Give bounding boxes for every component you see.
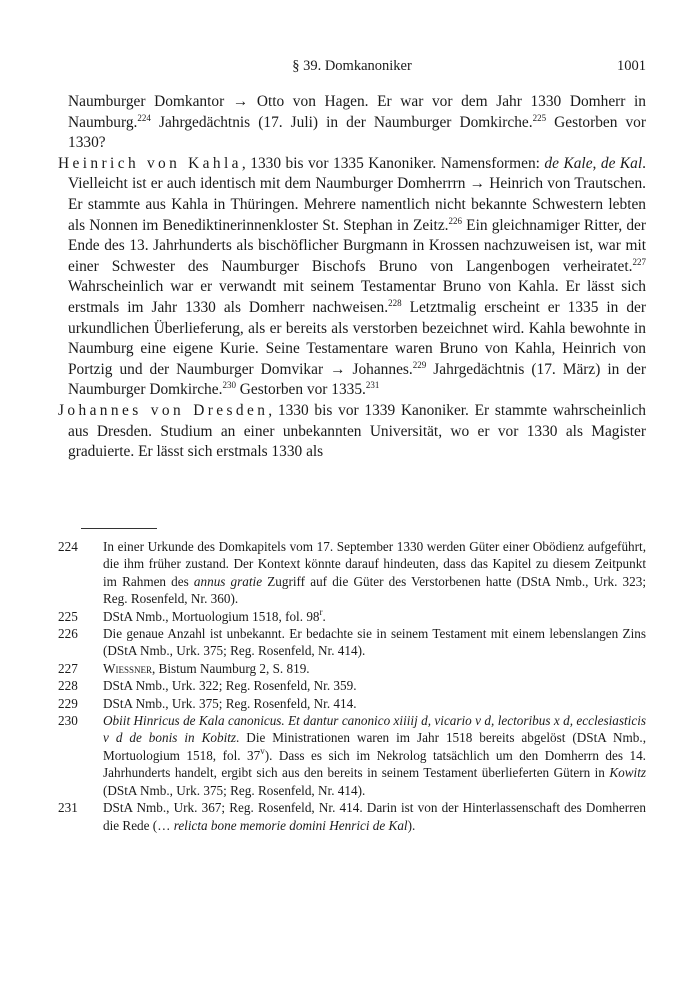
running-title: § 39. Domkanoniker xyxy=(292,58,412,74)
italic-run: Obiit Hinricus de Kala canonicus. Et dantur canonico xiiiij d, vicario v d, lectoribus x d, ecclesiasticis v d de bonis in Kobitz xyxy=(103,713,646,746)
entry-name: Johannes von Dresden xyxy=(58,401,269,419)
footnote-227 xyxy=(58,660,646,677)
text-run: ). Dass es sich im Nekrolog tatsächlich um den Domherrn des 14. Jahrhunderts handelt, ergibt sich aus den bereits in seinem Testament überlieferten Gütern in xyxy=(103,747,646,781)
text-run: , Bistum Naumburg 2, S. 819. xyxy=(151,660,310,676)
text-run: Wahrscheinlich war er verwandt mit seinem Testamentar Bruno von Kahla. Er lässt sich erstmals im Jahr 1330 als Domherr nachweisen. xyxy=(68,278,646,316)
text-run: DStA Nmb., Mortuologium 1518, fol. 98 xyxy=(103,608,320,624)
footnote-number: 229 xyxy=(58,695,78,711)
footnote-230 xyxy=(58,712,646,799)
text-run: (DStA Nmb., Urk. 375; Reg. Rosenfeld, Nr. 414). xyxy=(103,782,366,798)
footnote-ref-226[interactable]: 226 xyxy=(448,215,462,226)
footnote-226 xyxy=(58,625,646,660)
footnote-number: 230 xyxy=(58,713,78,729)
footnote-229 xyxy=(58,695,646,712)
entry-johannes-von-dresden xyxy=(58,401,646,463)
text-run: Zugriff auf die Güter des Verstorbenen hatte (DStA Nmb., Urk. 323; Reg. Rosenfeld, Nr. 360). xyxy=(103,573,647,607)
italic-run: relicta bone memorie domini Henrici de Kal xyxy=(173,817,408,833)
text-run: DStA Nmb., Urk. 367; Reg. Rosenfeld, Nr. 414. Darin ist von der Hinterlassenschaft des Domherren die Rede (… xyxy=(103,800,646,833)
footnote-ref-229[interactable]: 229 xyxy=(412,359,427,370)
text-run: Jahrgedächtnis (17. März) in der Naumburger Domkirche. xyxy=(68,360,646,399)
footnote-ref-230[interactable]: 230 xyxy=(222,380,236,391)
footnote-number: 226 xyxy=(58,626,78,642)
text-run: . Die Ministrationen waren im Jahr 1518 bereits abgelöst (DStA Nmb., Mortuologium 1518, fol. 37 xyxy=(103,730,646,763)
main-text xyxy=(58,92,646,463)
text-run: , 1330 bis vor 1339 Kanoniker. Er stammte wahrscheinlich aus Dresden. Studium an einer unbekannten Universität, wo er vor 1330 als Magister graduierte. Er lässt sich erstmals 1330 als xyxy=(68,401,646,461)
text-run: . xyxy=(322,608,326,624)
text-run: Gestorben vor 1330? xyxy=(68,113,647,152)
entry-heinrich-von-kahla xyxy=(58,154,646,401)
text-run: Jahrgedächtnis (17. Juli) in der Naumburger Domkirche. xyxy=(150,113,533,131)
superscript: r xyxy=(319,606,323,617)
italic-run: Kowitz xyxy=(609,765,646,781)
footnote-225 xyxy=(58,608,646,625)
italic-run: annus gratie xyxy=(193,573,263,589)
footnote-ref-228[interactable]: 228 xyxy=(388,297,402,308)
text-run: . Vielleicht ist er auch identisch mit dem Naumburger Domherrrn → Heinrich von Trautschen. Er stammte aus Kahla in Thüringen. Mehrere namentlich nicht bekannte Schwestern lebten als Nonnen im Benediktinerinnenkloster St. Stephan in Zeitz. xyxy=(68,154,646,234)
footnote-224 xyxy=(58,538,646,608)
text-run: In einer Urkunde des Domkapitels vom 17. September 1330 werden Güter einer Obödienz aufgeführt, die ihm früher zustand. Der Kontext könnte darauf hindeuten, dass das Kapitel zu diesem Zeitpunkt im Rahmen des xyxy=(103,539,646,589)
page-header xyxy=(58,58,646,80)
text-run: Ein gleichnamiger Ritter, der Ende des 13. Jahrhunderts als bischöflicher Burgmann in Krossen nachzuweisen ist, war mit einer Schwester des Naumburger Bischofs Bruno von Langenbogen verheiratet. xyxy=(68,216,646,275)
entry-name: Heinrich von Kahla xyxy=(58,154,242,172)
italic-run: de Kale, de Kal xyxy=(544,154,643,172)
text-run: Letztmalig erscheint er 1335 in der urkundlichen Überlieferung, als er bereits als verstorben bezeichnet wird. Kahla bewohnte in Naumburg eine eigene Kurie. Seine Testamentare waren Bruno von Kahla, Heinrich von Portzig und der Naumburger Domvikar → Johannes. xyxy=(68,298,646,378)
text-run: , 1330 bis vor 1335 Kanoniker. Namensformen: xyxy=(241,154,545,172)
author-name: Wiessner xyxy=(103,660,152,676)
footnote-228 xyxy=(58,677,646,694)
text-run: DStA Nmb., Urk. 322; Reg. Rosenfeld, Nr. 359. xyxy=(103,678,357,694)
footnote-number: 224 xyxy=(58,539,78,554)
text-run: Naumburger Domkantor → Otto von Hagen. Er war vor dem Jahr 1330 Domherr in Naumburg. xyxy=(68,93,646,131)
footnote-number: 231 xyxy=(58,800,78,816)
footnote-ref-225[interactable]: 225 xyxy=(532,112,547,123)
footnote-ref-224[interactable]: 224 xyxy=(137,112,151,123)
footnote-231 xyxy=(58,799,646,834)
footnote-number: 225 xyxy=(58,608,78,624)
text-run: Die genaue Anzahl ist unbekannt. Er bedachte sie in seinem Testament mit einem lebenslangen Zins (DStA Nmb., Urk. 375; Reg. Rosenfeld, Nr. 414). xyxy=(103,626,646,659)
text-run: DStA Nmb., Urk. 375; Reg. Rosenfeld, Nr. 414. xyxy=(103,695,357,711)
footnote-ref-231[interactable]: 231 xyxy=(365,380,380,391)
text-run: ). xyxy=(407,817,416,833)
footnote-separator xyxy=(81,528,157,529)
footnotes xyxy=(58,538,646,834)
footnote-ref-227[interactable]: 227 xyxy=(632,256,646,267)
text-run: Gestorben vor 1335. xyxy=(235,381,366,399)
footnote-number: 227 xyxy=(58,660,78,676)
footnote-number: 228 xyxy=(58,678,78,694)
page-number: 1001 xyxy=(617,58,646,74)
superscript: v xyxy=(260,745,265,756)
paragraph-otto-continuation xyxy=(58,92,646,154)
